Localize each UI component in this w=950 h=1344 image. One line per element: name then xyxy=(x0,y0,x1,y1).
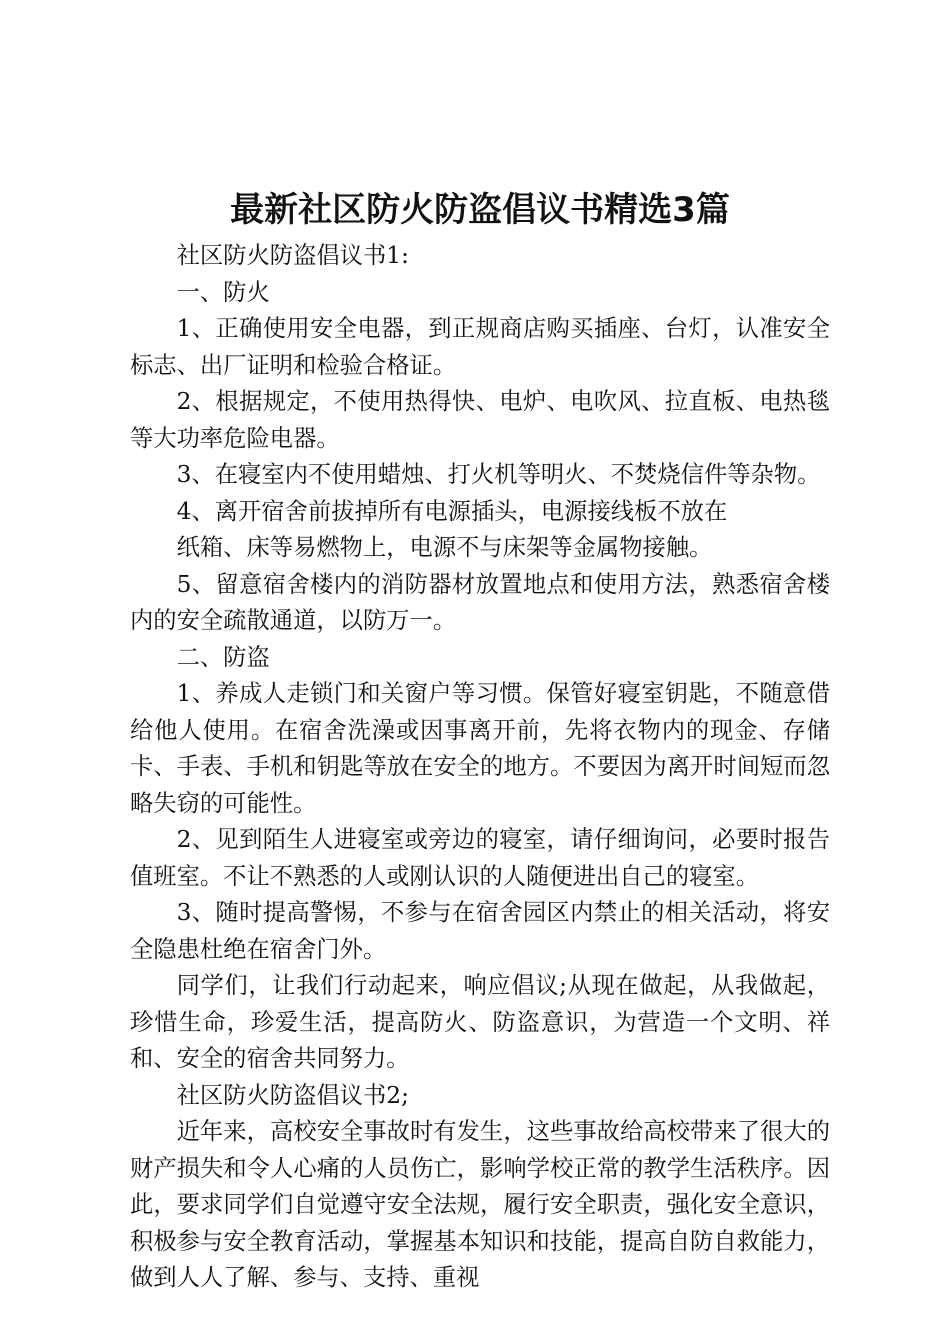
paragraph-fire-item-4: 4、离开宿舍前拔掉所有电源插头，电源接线板不放在 xyxy=(176,497,728,525)
paragraph-fire-item-4-cont: 纸箱、床等易燃物上，电源不与床架等金属物接触。 xyxy=(176,534,713,561)
paragraph-proposal-2-body: 近年来，高校安全事故时有发生，这些事故给高校带来了很大的财产损失和令人心痛的人员伤亡，影响学校正常的教学生活秩序。因此，要求同学们自觉遵守安全法规，履行安全职责，强化安全意识，积极参与安全教育活动，掌握基本知识和技能，提高自防自救能力，做到人人了解、参与、支持、重视 xyxy=(130,1118,830,1291)
paragraph-proposal-1-heading: 社区防火防盗倡议书1: xyxy=(176,242,409,269)
paragraph-proposal-2-heading: 社区防火防盗倡议书2; xyxy=(176,1081,409,1109)
paragraph-section-fire: 一、防火 xyxy=(176,278,270,306)
paragraph-fire-item-1: 1、正确使用安全电器，到正规商店购买插座、台灯，认准安全标志、出厂证明和检验合格证。 xyxy=(130,315,830,379)
paragraph-call-to-action: 同学们，让我们行动起来，响应倡议;从现在做起，从我做起，珍惜生命，珍爱生活，提高防火、防盗意识，为营造一个文明、祥和、安全的宿舍共同努力。 xyxy=(130,972,830,1072)
document-page xyxy=(130,184,830,1297)
paragraph-theft-item-1: 1、养成人走锁门和关窗户等习惯。保管好寝室钥匙，不随意借给他人使用。在宿舍洗澡或因事离开前，先将衣物内的现金、存储卡、手表、手机和钥匙等放在安全的地方。不要因为离开时间短而忽略失窃的可能性。 xyxy=(130,680,830,817)
paragraph-fire-item-5: 5、留意宿舍楼内的消防器材放置地点和使用方法，熟悉宿舍楼内的安全疏散通道，以防万一。 xyxy=(130,570,830,634)
paragraph-theft-item-2: 2、见到陌生人进寝室或旁边的寝室，请仔细询问，必要时报告值班室。不让不熟悉的人或刚认识的人随便进出自己的寝室。 xyxy=(130,826,830,890)
paragraph-theft-item-3: 3、随时提高警惕，不参与在宿舍园区内禁止的相关活动，将安全隐患杜绝在宿舍门外。 xyxy=(130,899,830,963)
paragraph-section-theft: 二、防盗 xyxy=(176,643,270,671)
paragraph-fire-item-2: 2、根据规定，不使用热得快、电炉、电吹风、拉直板、电热毯等大功率危险电器。 xyxy=(130,388,830,452)
paragraph-fire-item-3: 3、在寝室内不使用蜡烛、打火机等明火、不焚烧信件等杂物。 xyxy=(176,461,821,488)
document-title: 最新社区防火防盗倡议书精选3篇 xyxy=(230,190,730,230)
